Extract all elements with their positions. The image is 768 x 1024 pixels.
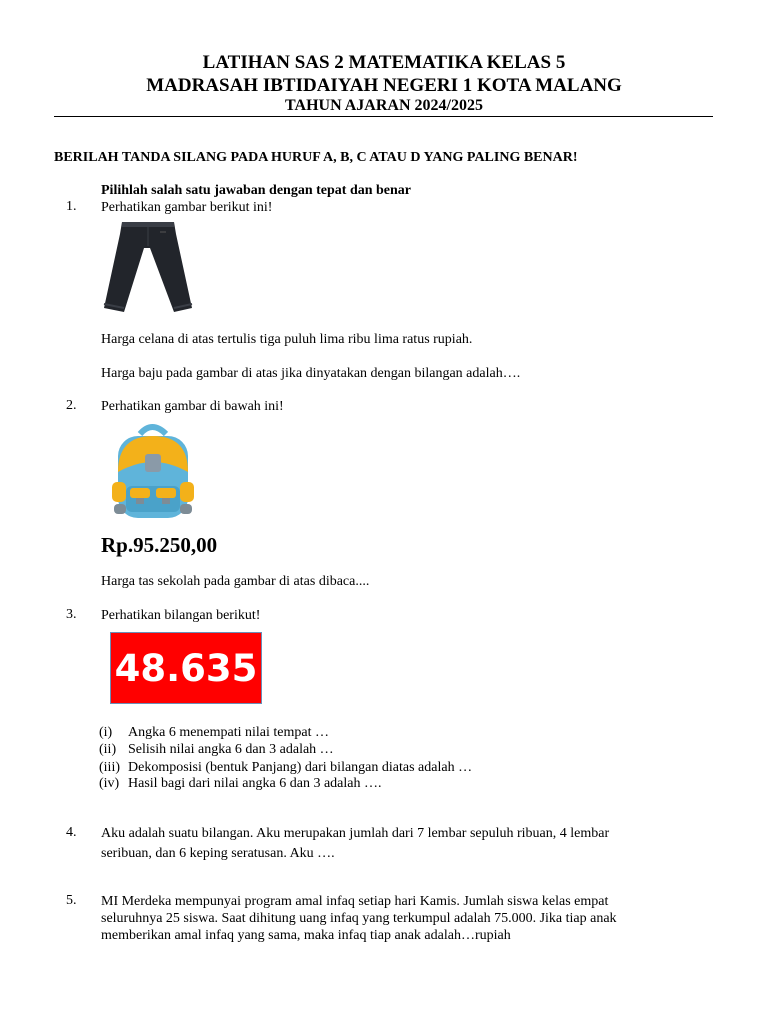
question-1-statement: Harga celana di atas tertulis tiga puluh lima ribu lima ratus rupiah.: [101, 332, 473, 347]
question-number-1: 1.: [66, 199, 77, 214]
title-line-3: TAHUN AJARAN 2024/2025: [285, 97, 483, 114]
question-number-5: 5.: [66, 893, 77, 908]
title-line-1: LATIHAN SAS 2 MATEMATIKA KELAS 5: [202, 52, 566, 73]
subitem-text: Angka 6 menempati nilai tempat …: [128, 725, 330, 740]
subitem-iii: [99, 759, 472, 776]
question-number-4: 4.: [66, 825, 77, 840]
boxed-number: 48.635: [110, 632, 262, 704]
question-number-2: 2.: [66, 398, 77, 413]
question-number-3: 3.: [66, 607, 77, 622]
subitem-text: Dekomposisi (bentuk Panjang) dari bilangan diatas adalah …: [128, 760, 473, 775]
instruction: BERILAH TANDA SILANG PADA HURUF A, B, C ATAU D YANG PALING BENAR!: [54, 150, 578, 165]
question-5-line-1: MI Merdeka mempunyai program amal infaq setiap hari Kamis. Jumlah siswa kelas empat: [101, 894, 609, 909]
question-1-prompt: Perhatikan gambar berikut ini!: [101, 200, 273, 215]
question-2-prompt: Perhatikan gambar di bawah ini!: [101, 399, 284, 414]
question-4-line-1: Aku adalah suatu bilangan. Aku merupakan jumlah dari 7 lembar sepuluh ribuan, 4 lembar: [101, 826, 610, 841]
sub-instruction: Pilihlah salah satu jawaban dengan tepat dan benar: [101, 183, 412, 198]
subitem-label: (iv): [99, 776, 120, 791]
backpack-image: [106, 420, 200, 522]
question-2-question: Harga tas sekolah pada gambar di atas dibaca....: [101, 574, 370, 589]
question-1-question: Harga baju pada gambar di atas jika dinyatakan dengan bilangan adalah….: [101, 366, 521, 381]
price-label: Rp.95.250,00: [101, 533, 218, 557]
subitem-text: Hasil bagi dari nilai angka 6 dan 3 adalah ….: [128, 776, 382, 791]
question-4-line-2: seribuan, dan 6 keping seratusan. Aku ….: [101, 846, 335, 861]
trousers-image: [102, 218, 194, 314]
subitem-text: Selisih nilai angka 6 dan 3 adalah …: [128, 742, 334, 757]
subitem-label: (iii): [99, 760, 120, 775]
subitem-iv: [99, 775, 381, 792]
question-3-prompt: Perhatikan bilangan berikut!: [101, 608, 261, 623]
subitem-label: (i): [99, 725, 113, 740]
question-5-line-3: memberikan amal infaq yang sama, maka infaq tiap anak adalah…rupiah: [101, 928, 511, 943]
header-divider: [54, 116, 713, 117]
subitem-ii: [99, 741, 334, 758]
subitem-label: (ii): [99, 742, 117, 757]
question-5-line-2: seluruhnya 25 siswa. Saat dihitung uang infaq yang terkumpul adalah 75.000. Jika tiap anak: [101, 911, 617, 926]
title-line-2: MADRASAH IBTIDAIYAH NEGERI 1 KOTA MALANG: [146, 75, 622, 96]
subitem-i: [99, 724, 329, 741]
